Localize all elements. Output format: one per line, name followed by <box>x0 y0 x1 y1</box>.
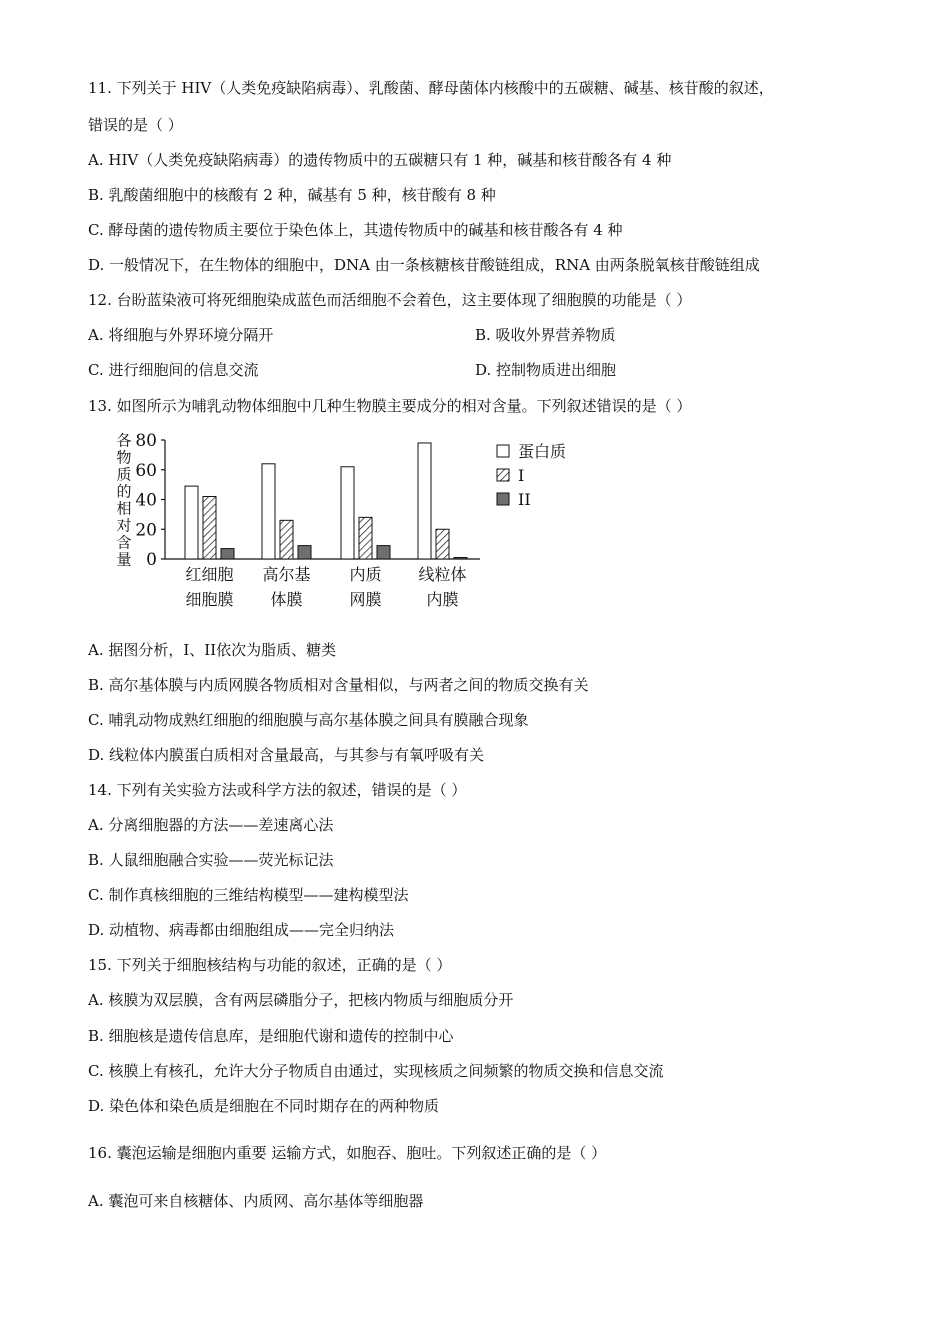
legend-swatch <box>497 469 509 481</box>
q13-stem: 13. 如图所示为哺乳动物体细胞中几种生物膜主要成分的相对含量。下列叙述错误的是（ ） <box>88 397 692 415</box>
y-tick-label: 60 <box>135 460 157 481</box>
bar-protein <box>262 464 275 559</box>
bar-series-ii <box>377 546 390 559</box>
y-tick-label: 0 <box>146 550 157 570</box>
y-tick-label: 40 <box>135 490 157 511</box>
q14-option-d: D. 动植物、病毒都由细胞组成——完全归纳法 <box>88 921 395 939</box>
x-axis-categories <box>185 565 466 609</box>
bar-protein <box>418 443 431 559</box>
q13-option-a: A. 据图分析，I、II依次为脂质、糖类 <box>88 641 337 659</box>
y-axis-label-text: 各物质的相对含量 <box>116 431 132 569</box>
x-category-label: 内质 <box>349 565 382 584</box>
q15-option-c: C. 核膜上有核孔，允许大分子物质自由通过，实现核质之间频繁的物质交换和信息交流 <box>88 1062 664 1080</box>
bar-series-i <box>436 529 449 559</box>
bar-series-i <box>359 517 372 559</box>
q15-stem: 15. 下列关于细胞核结构与功能的叙述，正确的是（ ） <box>88 956 452 974</box>
q14-stem: 14. 下列有关实验方法或科学方法的叙述，错误的是（ ） <box>88 781 467 799</box>
bar-series-i <box>280 520 293 559</box>
q14-option-c: C. 制作真核细胞的三维结构模型——建构模型法 <box>88 886 409 904</box>
x-category-label: 高尔基 <box>262 565 311 584</box>
x-category-label: 线粒体 <box>418 565 467 584</box>
q13-option-b: B. 高尔基体膜与内质网膜各物质相对含量相似，与两者之间的物质交换有关 <box>88 676 589 694</box>
q15-option-a: A. 核膜为双层膜，含有两层磷脂分子，把核内物质与细胞质分开 <box>88 991 514 1009</box>
q16-stem: 16. 囊泡运输是细胞内重要 运输方式，如胞吞、胞吐。下列叙述正确的是（ ） <box>88 1144 607 1162</box>
membrane-composition-chart <box>100 428 600 618</box>
legend <box>497 442 566 509</box>
q13-option-c: C. 哺乳动物成熟红细胞的细胞膜与高尔基体膜之间具有膜融合现象 <box>88 711 529 729</box>
y-axis-ticks <box>135 431 165 570</box>
legend-swatch <box>497 445 509 457</box>
q11-option-c: C. 酵母菌的遗传物质主要位于染色体上，其遗传物质中的碱基和核苷酸各有 4 种 <box>88 221 623 239</box>
bar-series-ii <box>221 549 234 559</box>
q14-option-a: A. 分离细胞器的方法——差速离心法 <box>88 816 334 834</box>
q11-stem-line1: 11. 下列关于 HIV（人类免疫缺陷病毒）、乳酸菌、酵母菌体内核酸中的五碳糖、碱基、核苷酸的叙述， <box>88 79 774 97</box>
x-category-label: 红细胞 <box>185 565 234 584</box>
q14-option-b: B. 人鼠细胞融合实验——荧光标记法 <box>88 851 334 869</box>
bar-series-i <box>203 497 216 559</box>
q11-option-d: D. 一般情况下，在生物体的细胞中，DNA 由一条核糖核苷酸链组成，RNA 由两条脱氧核苷酸链组成 <box>88 256 760 274</box>
q15-option-d: D. 染色体和染色质是细胞在不同时期存在的两种物质 <box>88 1097 440 1115</box>
legend-label: 蛋白质 <box>518 442 567 461</box>
q12-option-d: D. 控制物质进出细胞 <box>475 361 617 379</box>
bar-series-ii <box>298 546 311 559</box>
q16-option-a: A. 囊泡可来自核糖体、内质网、高尔基体等细胞器 <box>88 1192 424 1210</box>
bar-protein <box>341 467 354 559</box>
bar-series-ii <box>454 558 467 559</box>
q12-stem: 12. 台盼蓝染液可将死细胞染成蓝色而活细胞不会着色，这主要体现了细胞膜的功能是（ ） <box>88 291 692 309</box>
q13-option-d: D. 线粒体内膜蛋白质相对含量最高，与其参与有氧呼吸有关 <box>88 746 485 764</box>
q12-option-a: A. 将细胞与外界环境分隔开 <box>88 326 274 344</box>
q15-option-b: B. 细胞核是遗传信息库，是细胞代谢和遗传的控制中心 <box>88 1027 454 1045</box>
legend-swatch <box>497 493 509 505</box>
q12-option-b: B. 吸收外界营养物质 <box>475 326 616 344</box>
x-category-label: 内膜 <box>426 590 459 609</box>
legend-label: II <box>518 490 531 509</box>
x-category-label: 网膜 <box>349 590 382 609</box>
bars <box>185 443 467 559</box>
y-tick-label: 80 <box>135 431 157 451</box>
q11-option-a: A. HIV（人类免疫缺陷病毒）的遗传物质中的五碳糖只有 1 种，碱基和核苷酸各有 4 种 <box>88 151 672 169</box>
q11-stem-line2: 错误的是（ ） <box>88 116 183 134</box>
q11-option-b: B. 乳酸菌细胞中的核酸有 2 种，碱基有 5 种，核苷酸有 8 种 <box>88 186 496 204</box>
y-tick-label: 20 <box>135 520 157 541</box>
x-category-label: 细胞膜 <box>185 590 234 609</box>
bar-protein <box>185 486 198 559</box>
y-axis-label <box>116 432 131 569</box>
x-category-label: 体膜 <box>270 590 303 609</box>
legend-label: I <box>518 466 525 485</box>
q12-option-c: C. 进行细胞间的信息交流 <box>88 361 259 379</box>
